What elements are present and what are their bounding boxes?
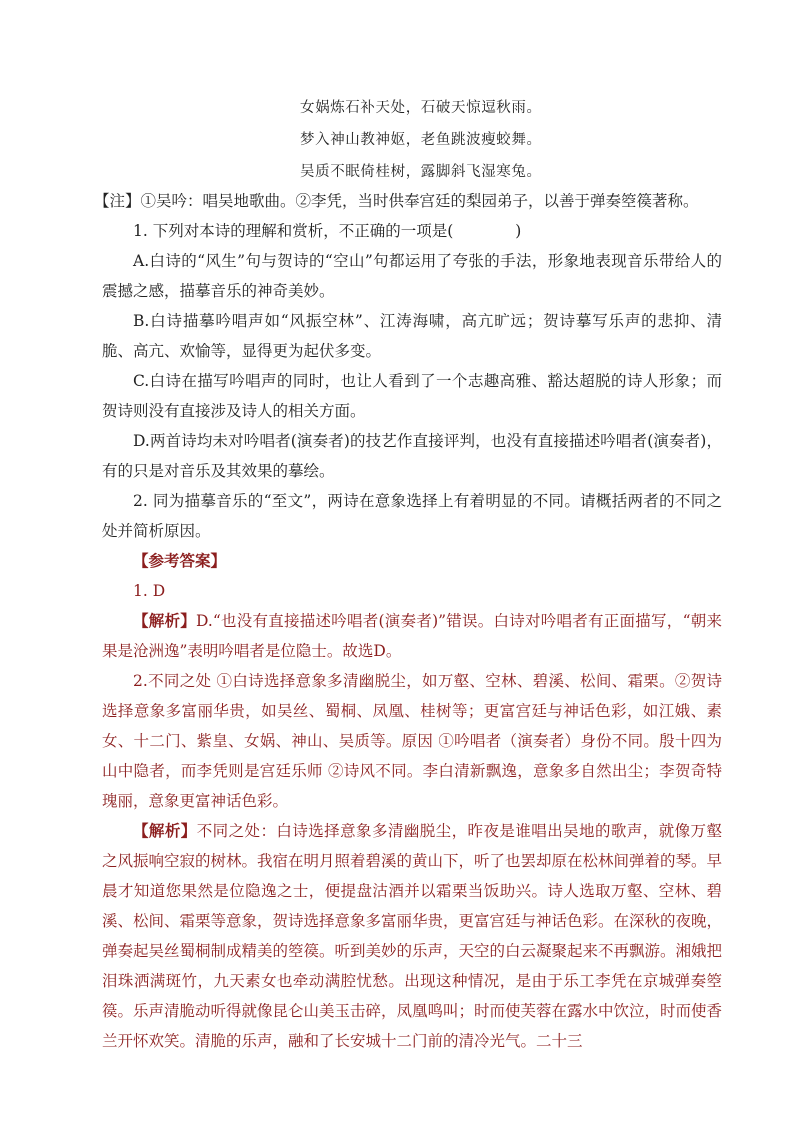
option-c-label: C. <box>133 372 150 390</box>
analysis-2 <box>102 816 722 1056</box>
option-c-text: 白诗在描写吟唱声的同时，也让人看到了一个志趣高雅、豁达超脱的诗人形象；而贺诗则没有直接涉及诗人的相关方面。 <box>102 372 722 420</box>
option-b <box>102 306 722 366</box>
answer-1: 1. D <box>133 582 166 600</box>
option-d <box>102 426 722 486</box>
answer-2: 2.不同之处 ①白诗选择意象多清幽脱尘，如万壑、空林、碧溪、松间、霜栗。②贺诗选择意象多富丽华贵，如吴丝、蜀桐、凤凰、桂树等；更富宫廷与神话色彩，如江娥、素女、十二门、紫皇、女娲、神山、吴质等。原因 ①吟唱者（演奏者）身份不同。殷十四为山中隐者，而李凭则是宫廷乐师 ②诗风不同。李白清新飘逸，意象多自然出尘；李贺奇特瑰丽，意象更富神话色彩。 <box>102 672 722 810</box>
analysis-2-text: 不同之处：白诗选择意象多清幽脱尘，昨夜是谁唱出吴地的歌声，就像万壑之风振响空寂的树林。我宿在明月照着碧溪的黄山下，听了也罢却原在松林间弹着的琴。早晨才知道您果然是位隐逸之士，便提盘沽酒并以霜栗当饭助兴。诗人选取万壑、空林、碧溪、松间、霜栗等意象，贺诗选择意象多富丽华贵，更富宫廷与神话色彩。在深秋的夜晚，弹奏起吴丝蜀桐制成精美的箜篌。听到美妙的乐声，天空的白云凝聚起来不再飘游。湘娥把泪珠洒满斑竹，九天素女也牵动满腔忧愁。出现这种情况，是由于乐工李凭在京城弹奏箜篌。乐声清脆动听得就像昆仑山美玉击碎，凤凰鸣叫；时而使芙蓉在露水中饮泣，时而使香兰开怀欢笑。清脆的乐声，融和了长安城十二门前的清冷光气。二十三 <box>102 822 723 1050</box>
annotation-note: 【注】①吴吟：唱吴地歌曲。②李凭，当时供奉宫廷的梨园弟子，以善于弹奏箜篌著称。 <box>94 192 699 210</box>
analysis-1 <box>102 606 722 666</box>
content-block <box>94 186 723 1056</box>
option-d-label: D. <box>133 432 150 450</box>
poem-line-2: 梦入神山教神妪，老鱼跳波瘦蛟舞。 <box>300 132 542 148</box>
question-2: 2. 同为描摹音乐的“至文”，两诗在意象选择上有着明显的不同。请概括两者的不同之处并简析原因。 <box>102 492 722 540</box>
answer-heading: 【参考答案】 <box>133 551 227 570</box>
poem-line-1: 女娲炼石补天处，石破天惊逗秋雨。 <box>300 100 542 116</box>
poem-line-3: 吴质不眠倚桂树，露脚斜飞湿寒兔。 <box>300 164 542 180</box>
option-a-label: A. <box>133 252 150 270</box>
analysis-1-tag: 【解析】 <box>133 611 197 630</box>
option-b-label: B. <box>133 312 150 330</box>
analysis-2-tag: 【解析】 <box>133 821 197 840</box>
option-a-text: 白诗的“风生”句与贺诗的“空山”句都运用了夸张的手法，形象地表现音乐带给人的震撼之感，描摹音乐的神奇美妙。 <box>102 252 722 300</box>
option-a <box>102 246 722 306</box>
analysis-1-text: D.“也没有直接描述吟唱者(演奏者)”错误。白诗对吟唱者有正面描写，“朝来果是沧洲逸”表明吟唱者是位隐士。故选D。 <box>102 612 722 660</box>
option-b-text: 白诗描摹吟唱声如“风振空林”、江涛海啸，高亢旷远；贺诗摹写乐声的悲抑、清脆、高亢、欢愉等，显得更为起伏多变。 <box>102 312 722 360</box>
option-d-text: 两首诗均未对吟唱者(演奏者)的技艺作直接评判，也没有直接描述吟唱者(演奏者)，有的只是对音乐及其效果的摹绘。 <box>102 432 722 480</box>
option-c <box>102 366 722 426</box>
question-1-stem: 1. 下列对本诗的理解和赏析，不正确的一项是( ) <box>133 222 522 240</box>
